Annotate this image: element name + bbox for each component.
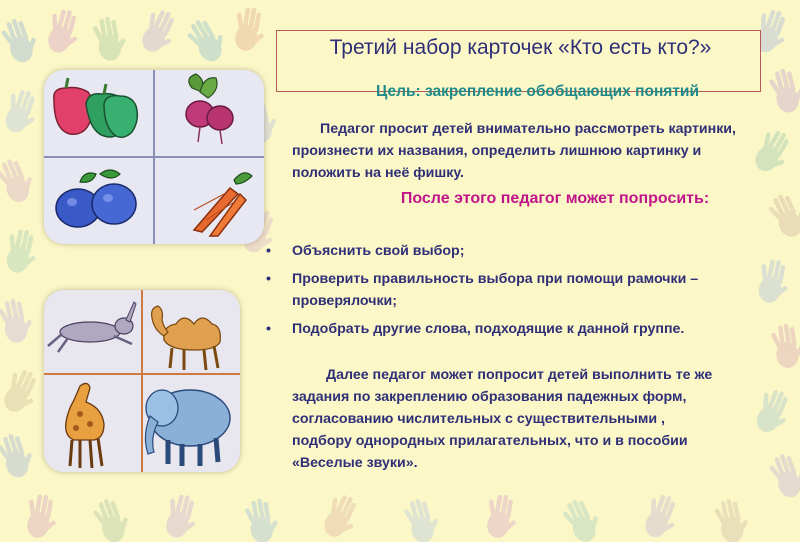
list-item	[266, 268, 746, 312]
intro-paragraph	[292, 118, 752, 184]
animals-card	[44, 290, 240, 472]
bullet-icon: •	[266, 321, 271, 337]
slide-goal: Цель: закрепление обобщающих понятий	[375, 83, 699, 100]
further-paragraph	[292, 364, 722, 474]
slide-title: Третий набор карточек «Кто есть кто?»	[329, 36, 712, 59]
intro-text: Педагог просит детей внимательно рассмотреть картинки, произнести их названия, определить лишнюю картинку и положить на неё фишку.	[292, 121, 736, 181]
vegetables-card	[44, 70, 264, 244]
list-item	[266, 240, 746, 262]
task-list	[266, 240, 746, 346]
bullet-icon: •	[266, 243, 271, 259]
list-item	[266, 318, 746, 340]
list-item-text: Подобрать другие слова, подходящие к данной группе.	[292, 321, 685, 337]
list-item-text: Объяснить свой выбор;	[292, 243, 465, 259]
bullet-icon: •	[266, 271, 271, 287]
further-text: Далее педагог может попросит детей выполнить те же задания по закреплению образования падежных форм, согласованию числительных с существительными , подбору однородных прилагательных, что и в пособии «Веселые звуки».	[292, 367, 713, 471]
after-heading: После этого педагог может попросить:	[400, 190, 710, 207]
list-item-text: Проверить правильность выбора при помощи рамочки – проверялочки;	[292, 271, 699, 309]
